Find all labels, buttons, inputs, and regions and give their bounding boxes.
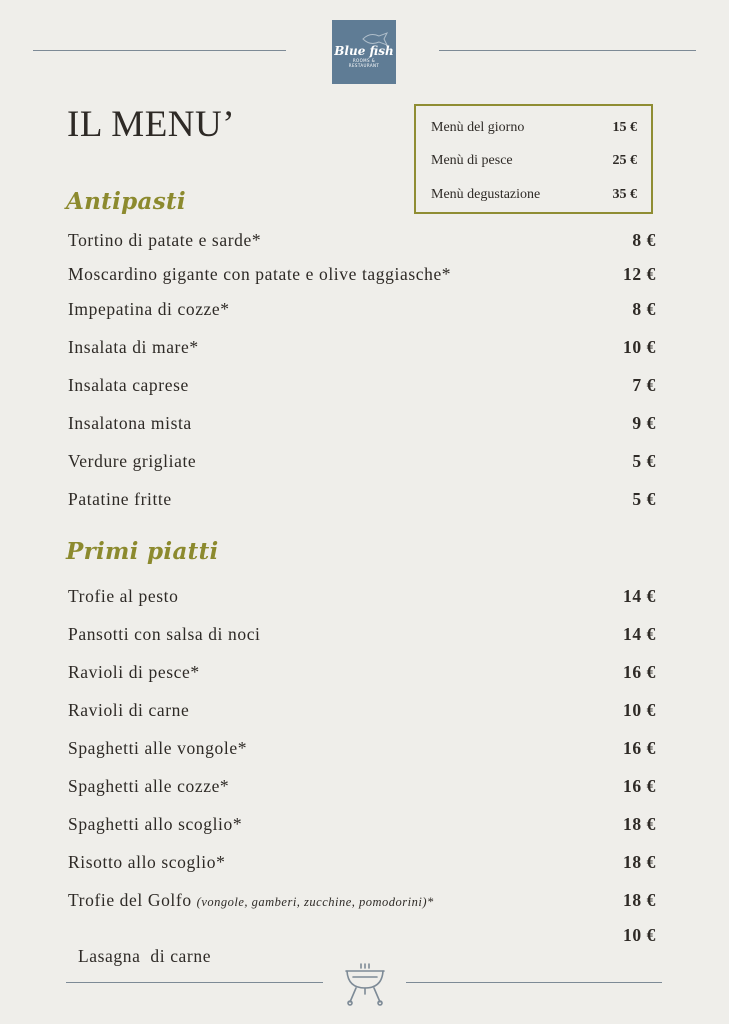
menu-item: [68, 738, 656, 759]
item-name: Trofie del Golfo: [68, 890, 192, 910]
menu-item: [68, 890, 656, 911]
item-name: Insalatona mista: [68, 413, 192, 433]
set-menu-name: Menù di pesce: [431, 153, 513, 168]
item-price: 18 €: [622, 890, 656, 910]
menu-item: [68, 230, 656, 251]
menu-item: [68, 375, 656, 396]
item-price: 16 €: [622, 776, 656, 796]
item-price: 8 €: [632, 230, 656, 250]
set-menu-row: [431, 153, 637, 169]
item-name: Lasagna di carne: [77, 946, 212, 966]
item-price: 9 €: [632, 413, 656, 433]
menu-item: [68, 337, 656, 358]
item-name: Ravioli di carne: [68, 700, 190, 720]
menu-item: [68, 776, 656, 797]
footer-line-right: [406, 982, 662, 983]
menu-item: [68, 299, 656, 320]
item-price: 10 €: [622, 700, 656, 720]
item-name: Spaghetti alle vongole*: [68, 738, 248, 758]
grill-icon: [340, 962, 390, 1006]
item-name: Insalata di mare*: [68, 337, 199, 357]
item-price: 10 €: [622, 337, 656, 357]
footer-line-left: [66, 982, 323, 983]
item-name: Trofie al pesto: [68, 586, 179, 606]
set-menu-price: 15 €: [612, 120, 637, 135]
item-price: 8 €: [632, 299, 656, 319]
logo-name: Blue fish: [334, 43, 394, 58]
menu-item: [68, 489, 656, 510]
set-menu-price: 25 €: [612, 153, 637, 168]
item-name: Patatine fritte: [68, 489, 172, 509]
menu-item: [68, 624, 656, 645]
item-price: 7 €: [632, 375, 656, 395]
logo-subtitle-2: RESTAURANT: [348, 62, 380, 68]
item-price: 16 €: [622, 738, 656, 758]
section-heading-primi: Primi piatti: [66, 538, 219, 565]
set-menu-name: Menù del giorno: [431, 120, 525, 135]
item-price: 14 €: [622, 624, 656, 644]
menu-item: [68, 451, 656, 472]
set-menu-price: 35 €: [612, 187, 637, 202]
item-price: 5 €: [632, 451, 656, 471]
item-price: 14 €: [622, 586, 656, 606]
item-name: Risotto allo scoglio*: [68, 852, 226, 872]
menu-item: [68, 662, 656, 683]
item-name: Tortino di patate e sarde*: [68, 230, 262, 250]
section-heading-antipasti: Antipasti: [66, 188, 186, 215]
item-price: 16 €: [622, 662, 656, 682]
item-name: Verdure grigliate: [68, 451, 197, 471]
set-menu-row: [431, 120, 637, 136]
item-name: Spaghetti alle cozze*: [68, 776, 230, 796]
logo: [332, 20, 396, 84]
item-price: 18 €: [622, 814, 656, 834]
menu-item: [68, 413, 656, 434]
header-line-left: [33, 50, 286, 51]
menu-item: [68, 852, 656, 873]
menu-item: [68, 814, 656, 835]
menu-item: [68, 700, 656, 721]
item-name: Spaghetti allo scoglio*: [68, 814, 243, 834]
set-menu-row: [431, 187, 637, 203]
item-price: 10 €: [622, 925, 656, 945]
item-price: 5 €: [632, 489, 656, 509]
item-name: Moscardino gigante con patate e olive taggiasche*: [68, 264, 452, 284]
menu-item: [68, 264, 656, 285]
item-name: Pansotti con salsa di noci: [68, 624, 261, 644]
logo-subtitle-1: ROOMS &: [352, 57, 376, 63]
page-title: IL MENU’: [67, 104, 236, 145]
menu-item: [68, 586, 656, 607]
item-name: Ravioli di pesce*: [68, 662, 200, 682]
set-menu-name: Menù degustazione: [431, 187, 541, 202]
set-menu-box: [414, 104, 653, 214]
header-line-right: [439, 50, 696, 51]
item-price: 18 €: [622, 852, 656, 872]
item-name: Insalata caprese: [68, 375, 189, 395]
item-price: 12 €: [622, 264, 656, 284]
item-note: (vongole, gamberi, zucchine, pomodorini)*: [196, 895, 434, 909]
item-name: Impepatina di cozze*: [68, 299, 230, 319]
